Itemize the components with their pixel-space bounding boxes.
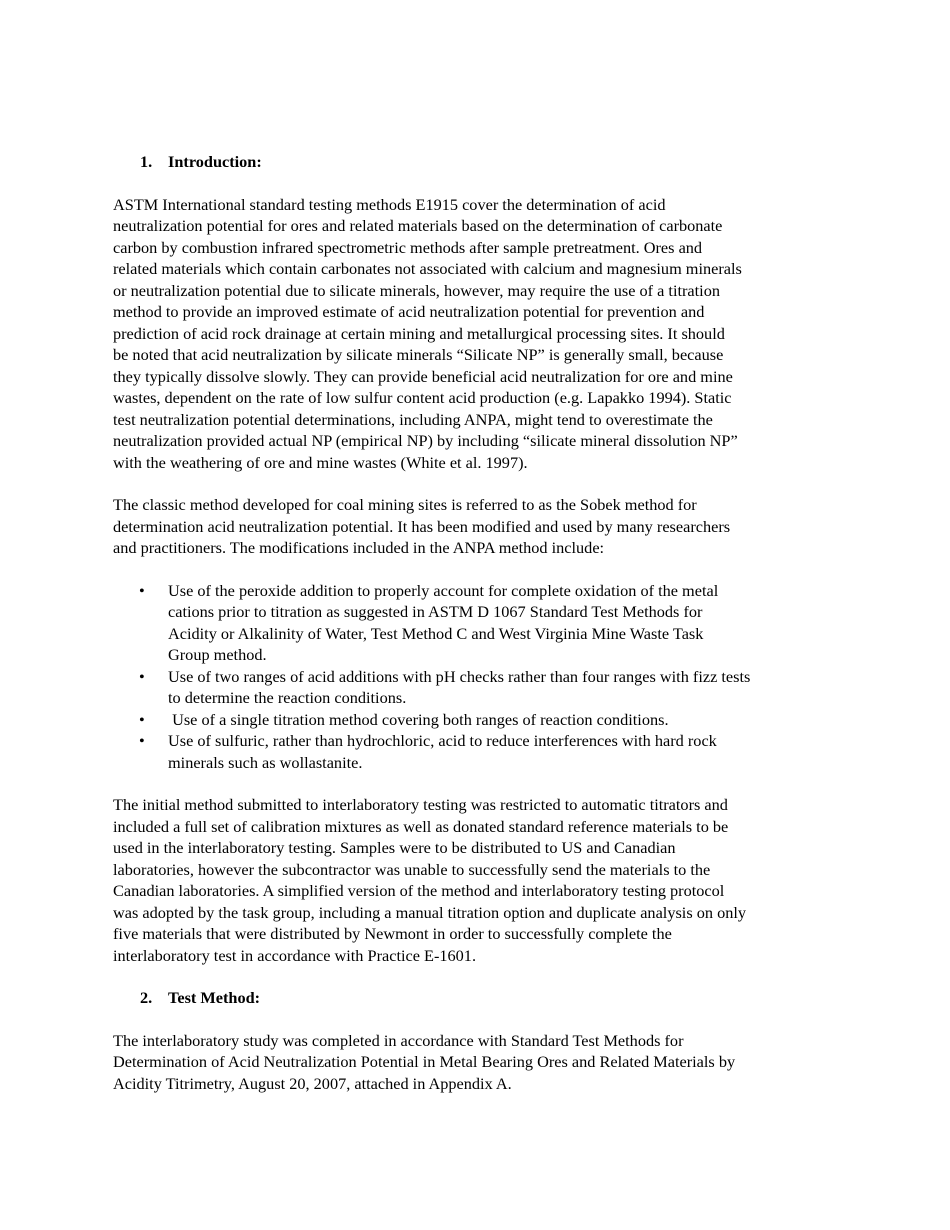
text-line: Acidity or Alkalinity of Water, Test Method C and West Virginia Mine Waste Task	[168, 623, 704, 643]
text-line: five materials that were distributed by Newmont in order to successfully complete the	[113, 924, 672, 943]
bullet-icon: •	[139, 666, 145, 686]
text-line: Use of a single titration method covering both ranges of reaction conditions.	[168, 709, 669, 729]
modifications-list	[113, 580, 843, 774]
text-line: used in the interlaboratory testing. Samples were to be distributed to US and Canadian	[113, 838, 676, 857]
text-line: Use of two ranges of acid additions with pH checks rather than four ranges with fizz tests	[168, 666, 751, 686]
bullet-icon: •	[139, 580, 145, 600]
text-line: prediction of acid rock drainage at certain mining and metallurgical processing sites. It should	[113, 323, 725, 343]
text-line: ASTM International standard testing methods E1915 cover the determination of acid	[113, 194, 666, 214]
text-line: neutralization provided actual NP (empirical NP) by including “silicate mineral dissolution NP”	[113, 431, 738, 450]
text-line: Acidity Titrimetry, August 20, 2007, attached in Appendix A.	[113, 1073, 512, 1093]
text-line: they typically dissolve slowly. They can provide beneficial acid neutralization for ore and mine	[113, 366, 733, 386]
text-line: Group method.	[168, 645, 267, 664]
text-line: Determination of Acid Neutralization Potential in Metal Bearing Ores and Related Materials by	[113, 1052, 736, 1071]
text-line: cations prior to titration as suggested in ASTM D 1067 Standard Test Methods for	[168, 602, 703, 621]
text-line: interlaboratory test in accordance with Practice E-1601.	[113, 945, 477, 965]
text-line: laboratories, however the subcontractor was unable to successfully send the materials to the	[113, 859, 711, 879]
text-line: The classic method developed for coal mining sites is referred to as the Sobek method for	[113, 495, 697, 514]
text-line: Canadian laboratories. A simplified version of the method and interlaboratory testing protocol	[113, 881, 725, 900]
list-item	[113, 709, 843, 731]
list-item	[113, 580, 843, 666]
intro-paragraph-3	[113, 794, 843, 966]
section-number: 2.	[140, 988, 153, 1007]
text-line: was adopted by the task group, including a manual titration option and duplicate analysis on only	[113, 902, 747, 922]
text-line: be noted that acid neutralization by silicate minerals “Silicate NP” is generally small, because	[113, 345, 724, 364]
list-item	[113, 666, 843, 709]
text-line: and practitioners. The modifications included in the ANPA method include:	[113, 538, 605, 557]
intro-paragraph-2	[113, 494, 843, 559]
text-line: Use of the peroxide addition to properly account for complete oxidation of the metal	[168, 580, 719, 600]
list-item	[113, 730, 843, 773]
text-line: to determine the reaction conditions.	[168, 688, 407, 707]
section-heading-test-method	[113, 987, 843, 1009]
section-number: 1.	[140, 152, 153, 171]
text-line: Use of sulfuric, rather than hydrochloric, acid to reduce interferences with hard rock	[168, 731, 717, 750]
text-line: carbon by combustion infrared spectrometric methods after sample pretreatment. Ores and	[113, 237, 703, 257]
text-line: minerals such as wollastanite.	[168, 752, 363, 772]
text-line: test neutralization potential determinations, including ANPA, might tend to overestimate the	[113, 409, 713, 429]
document-page	[113, 151, 843, 1115]
test-method-paragraph-1	[113, 1030, 843, 1095]
text-line: method to provide an improved estimate of acid neutralization potential for prevention and	[113, 302, 705, 321]
section-heading-introduction	[113, 151, 843, 173]
intro-paragraph-1	[113, 194, 843, 474]
text-line: included a full set of calibration mixtures as well as donated standard reference materials to be	[113, 816, 729, 836]
bullet-icon: •	[139, 731, 145, 750]
section-title: Introduction:	[168, 152, 262, 171]
text-line: The initial method submitted to interlaboratory testing was restricted to automatic titrators and	[113, 795, 728, 814]
text-line: wastes, dependent on the rate of low sulfur content acid production (e.g. Lapakko 1994). Static	[113, 388, 732, 407]
text-line: determination acid neutralization potential. It has been modified and used by many researchers	[113, 516, 731, 536]
bullet-icon: •	[139, 709, 145, 729]
text-line: with the weathering of ore and mine wastes (White et al. 1997).	[113, 452, 528, 472]
text-line: The interlaboratory study was completed in accordance with Standard Test Methods for	[113, 1030, 684, 1050]
text-line: neutralization potential for ores and related materials based on the determination of carbonate	[113, 216, 723, 235]
text-line: or neutralization potential due to silicate minerals, however, may require the use of a titration	[113, 280, 720, 300]
text-line: related materials which contain carbonates not associated with calcium and magnesium minerals	[113, 259, 742, 278]
section-title: Test Method:	[168, 988, 261, 1007]
